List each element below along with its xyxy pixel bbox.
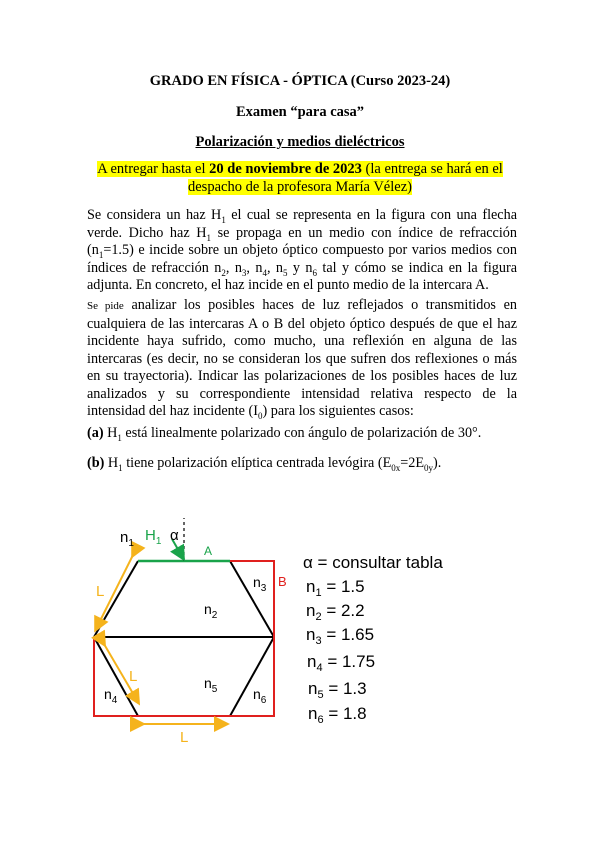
legend-n6: $n_6 = 1.8$: [308, 704, 367, 726]
legend-n4: $n_4 = 1.75$: [307, 652, 376, 674]
legend-n3: $n_3 = 1.65$: [306, 625, 375, 647]
case-b-h: H: [104, 455, 119, 471]
p1-sub: 1: [206, 232, 211, 243]
legend-alpha: α = consultar tabla: [303, 553, 443, 572]
deadline-pre: A entregar hasta el: [97, 161, 210, 177]
p2-se-pide: Se pide: [87, 300, 124, 312]
label-l-inner: L: [129, 668, 138, 685]
label-h1: $H_1$: [145, 527, 162, 547]
p1-sub: 6: [312, 267, 318, 278]
paragraph-statement: [87, 207, 517, 295]
label-a: A: [204, 544, 213, 558]
deadline-post2: despacho de la profesora María Vélez): [188, 179, 412, 195]
p1-e: , n: [225, 259, 242, 276]
exam-title: Examen “para casa”: [235, 104, 365, 120]
case-b-sub: 1: [118, 462, 123, 473]
case-b-text2: =2E: [400, 455, 425, 471]
course-title: GRADO EN FÍSICA - ÓPTICA (Curso 2023-24): [149, 73, 451, 89]
legend-n5: $n_5 = 1.3$: [308, 679, 367, 701]
case-a: [87, 424, 481, 442]
p2-end: ) para los siguientes casos:: [262, 403, 414, 419]
label-l-left: L: [96, 583, 105, 600]
label-n5: $n_5$: [204, 675, 218, 695]
label-n4: $n_4$: [104, 686, 118, 706]
p1-g: , n: [266, 259, 284, 276]
p1-b: el cual se representa en la figura con una flecha verde. Dicho haz H: [87, 207, 517, 241]
case-b-label: (b): [87, 455, 105, 471]
p2-body: analizar los posibles haces de luz reflejados o transmitidos en cualquiera de las intercaras A o B del objeto óptico después de que el haz incidente haya sufrido, como mucho, una reflexión en alguna de las intercaras (es decir, no se consideran los que sufren dos reflexiones o más en su trayectoria). Indicar las polarizaciones de los posibles haces de luz analizados y su correspondiente intensidad relativa respecto de la intensidad del haz incidente (I: [87, 297, 517, 419]
p1-sub: 4: [262, 267, 267, 278]
legend-n1: $n_1 = 1.5$: [306, 577, 365, 599]
label-l-bottom: L: [180, 729, 189, 746]
p1-d: =1.5) e incide sobre un objeto óptico compuesto por varios medios con índices de refracción n: [87, 242, 517, 276]
optical-object-figure: [80, 510, 520, 750]
deadline-post1: (la entrega se hará en el: [361, 161, 503, 177]
p1-i: tal y cómo se indica en la figura adjunta. En concreto, el haz incide en el punto medio de la intercara A.: [87, 259, 518, 293]
p1-sub: 3: [241, 267, 247, 278]
label-n3: $n_3$: [253, 574, 267, 594]
label-n2: $n_2$: [204, 601, 218, 621]
case-b-sub-0x: 0x: [391, 462, 401, 473]
label-n1: $n_1$: [120, 529, 134, 549]
case-a-h: H: [103, 425, 118, 441]
case-b-sub-0y: 0y: [424, 462, 434, 473]
p1-sub: 5: [283, 267, 288, 278]
case-a-label: (a): [87, 425, 104, 441]
p1-h: y n: [287, 259, 313, 276]
deadline-date: 20 de noviembre de 2023: [209, 161, 362, 177]
legend-n2: $n_2 = 2.2$: [306, 601, 365, 623]
interface-line: [230, 561, 274, 637]
case-a-sub: 1: [117, 432, 122, 443]
label-b: B: [278, 574, 287, 589]
label-alpha: α: [170, 527, 179, 544]
case-b-text3: ).: [433, 455, 442, 471]
p1-sub: 1: [98, 249, 104, 260]
boundary-red-bottom: [94, 637, 274, 716]
deadline-note: [0, 160, 600, 196]
case-b: [87, 454, 441, 472]
interface-line: [230, 637, 274, 716]
p1-f: , n: [246, 259, 263, 276]
p1-sub: 2: [221, 267, 226, 278]
case-a-text: está linealmente polarizado con ángulo de polarización de 30°.: [121, 425, 482, 441]
p1-c: se propaga en un medio con índice de refracción (n: [87, 224, 517, 258]
case-b-text1: tiene polarización elíptica centrada levógira (E: [122, 455, 392, 471]
topic-title: Polarización y medios dieléctricos: [195, 134, 405, 150]
label-n6: $n_6$: [253, 686, 267, 706]
p1-a: Se considera un haz H: [87, 207, 222, 223]
p2-sub: 0: [257, 410, 263, 421]
p1-sub: 1: [221, 214, 226, 225]
paragraph-task: [87, 297, 517, 421]
